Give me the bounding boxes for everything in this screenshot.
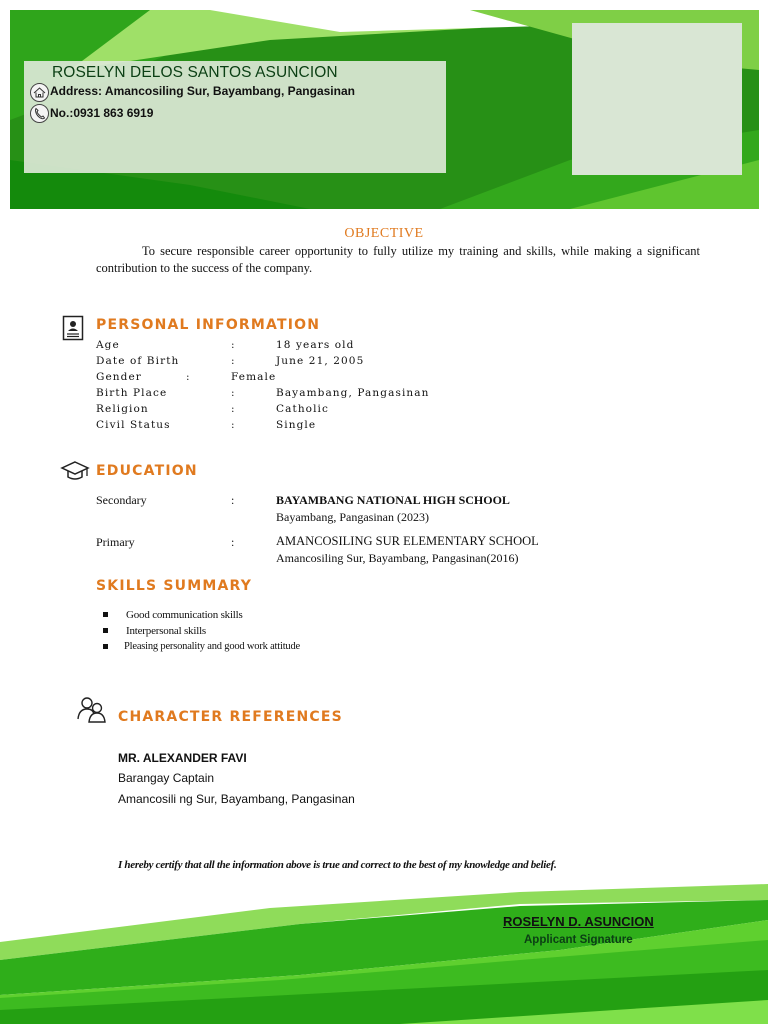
objective-text: To secure responsible career opportunity to fully utilize my training and skills, while making a significant contribution to the success of the company. (96, 244, 700, 275)
education-sep: : (231, 493, 235, 507)
footer-banner (0, 880, 768, 1024)
objective-title: OBJECTIVE (344, 226, 424, 241)
people-icon (76, 694, 108, 729)
personal-label-dob: Date of Birth (96, 355, 180, 367)
bullet-icon (103, 644, 108, 649)
id-card-icon (62, 315, 84, 346)
education-level-primary: Primary (96, 535, 135, 549)
bullet-icon (103, 612, 108, 617)
bullet-icon (103, 628, 108, 633)
signature-label: Applicant Signature (524, 934, 633, 946)
education-title: EDUCATION (96, 463, 198, 479)
personal-label-birthplace: Birth Place (96, 387, 168, 399)
footer-background (0, 880, 768, 1024)
personal-value-birthplace: Bayambang, Pangasinan (276, 387, 430, 399)
personal-value-dob: June 21, 2005 (276, 355, 365, 367)
phone-icon (30, 104, 49, 123)
certification-statement: I hereby certify that all the information above is true and correct to the best of my knowledge and belief. (118, 859, 557, 871)
personal-label-civil-status: Civil Status (96, 419, 171, 431)
education-school-primary: AMANCOSILING SUR ELEMENTARY SCHOOL (276, 534, 539, 548)
personal-label-religion: Religion (96, 403, 149, 415)
personal-sep: : (231, 339, 236, 351)
personal-value-civil-status: Single (276, 419, 317, 431)
phone-line: No.:0931 863 6919 (50, 106, 154, 120)
personal-value-gender: Female (231, 371, 277, 383)
personal-sep: : (231, 355, 236, 367)
skill-item: Interpersonal skills (126, 625, 207, 637)
education-detail-primary: Amancosiling Sur, Bayambang, Pangasinan(2016) (276, 551, 519, 565)
references-title: CHARACTER REFERENCES (118, 709, 343, 725)
photo-placeholder (572, 23, 742, 175)
personal-info-title: PERSONAL INFORMATION (96, 317, 321, 333)
graduation-cap-icon (60, 459, 90, 490)
applicant-name: ROSELYN DELOS SANTOS ASUNCION (52, 64, 338, 81)
address-line: Address: Amancosiling Sur, Bayambang, Pangasinan (50, 84, 355, 98)
personal-sep: : (231, 403, 236, 415)
reference-name: MR. ALEXANDER FAVI (118, 751, 247, 765)
skill-item: Pleasing personality and good work attitude (124, 641, 300, 652)
signature-name: ROSELYN D. ASUNCION (503, 914, 654, 929)
personal-sep: : (231, 387, 236, 399)
education-sep: : (231, 535, 235, 549)
personal-label-gender: Gender (96, 371, 142, 383)
education-school-secondary: BAYAMBANG NATIONAL HIGH SCHOOL (276, 493, 510, 507)
personal-value-age: 18 years old (276, 339, 355, 351)
reference-address: Amancosili ng Sur, Bayambang, Pangasinan (118, 792, 355, 806)
home-icon (30, 83, 49, 102)
education-detail-secondary: Bayambang, Pangasinan (2023) (276, 510, 429, 524)
personal-label-age: Age (96, 339, 120, 351)
personal-sep: : (186, 371, 191, 383)
skill-item: Good communication skills (126, 609, 243, 621)
reference-position: Barangay Captain (118, 771, 215, 785)
personal-value-religion: Catholic (276, 403, 329, 415)
skills-title: SKILLS SUMMARY (96, 578, 253, 594)
education-level-secondary: Secondary (96, 493, 147, 507)
personal-sep: : (231, 419, 236, 431)
